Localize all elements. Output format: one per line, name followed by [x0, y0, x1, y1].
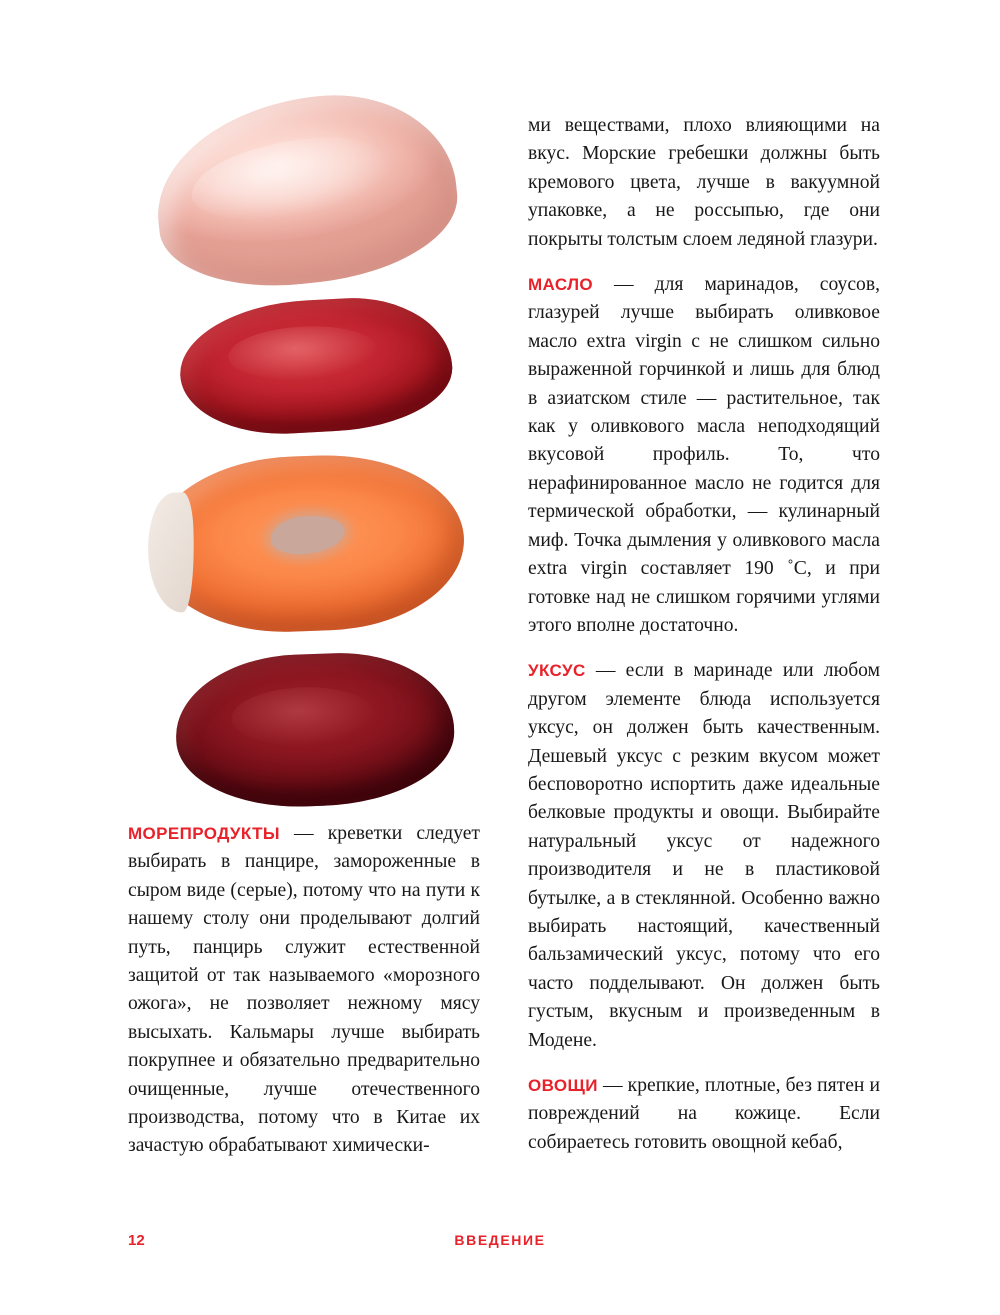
photo-column [128, 88, 468, 808]
salmon-steak-photo [149, 451, 467, 637]
paragraph-seafood [128, 820, 480, 1161]
paragraph-lead-oil: МАСЛО [528, 275, 594, 295]
paragraph-lead-seafood: МОРЕПРОДУКТЫ [128, 824, 280, 843]
page-footer [0, 1232, 1000, 1256]
paragraph-continued [528, 112, 880, 254]
paragraph-vinegar [528, 657, 880, 1055]
right-text-column [528, 112, 880, 1157]
paragraph-body-vegetables: — крепкие, плотные, без пятен и повреждений на кожице. Если собираетесь готовить овощной кебаб, [528, 1075, 880, 1153]
tuna-steak-photo [173, 649, 456, 811]
page-number: 12 [128, 1232, 145, 1249]
paragraph-body-oil: — для маринадов, соусов, глазурей лучше выбирать оливковое масло extra virgin с не слишком сильно выраженной горчинкой и лишь для блюд в азиатском стиле — растительное, так как у оливкового масла неподходящий вкусовой профиль. То, что нерафинированное масло не годится для термической обработки, — кулинарный миф. Точка дымления у оливкового масла extra virgin составляет 190 ˚C, и при готовке над не слишком горячими углями этого вполне достаточно. [528, 274, 880, 636]
paragraph-vegetables [528, 1072, 880, 1157]
photo-stack [128, 88, 468, 808]
paragraph-lead-vegetables: ОВОЩИ [528, 1076, 598, 1095]
paragraph-lead-vinegar: УКСУС [528, 661, 586, 681]
left-text-column [128, 820, 480, 1161]
paragraph-body-vinegar: — если в маринаде или любом другом элементе блюда используется уксус, он должен быть качественным. Дешевый уксус с резким вкусом может бесповоротно испортить даже идеальные белковые продукты и овощи. Выбирайте натуральный уксус от надежного производителя и не в пластиковой бутылке, а в стеклянной. Особенно важно выбирать настоящий, качественный бальзамический уксус, потому что его часто подделывают. Он должен быть густым, вкусным и произведенным в Модене. [528, 660, 880, 1051]
paragraph-oil [528, 271, 880, 640]
running-head: ВВЕДЕНИЕ [454, 1232, 546, 1248]
paragraph-body-continued: ми веществами, плохо влияющими на вкус. Морские гребешки должны быть кремового цвета, лучше в вакуумной упаковке, а не россыпью, где они покрыты толстым слоем ледяной глазури. [528, 115, 880, 250]
chicken-breast-photo [147, 83, 465, 298]
beef-steak-photo [177, 293, 456, 439]
paragraph-body-seafood: — креветки следует выбирать в панцире, замороженные в сыром виде (серые), потому что на пути к нашему столу они проделывают долгий путь, панцирь служит естественной защитой от так называемого «морозного ожога», не позволяет нежному мясу высыхать. Кальмары лучше выбирать покрупнее и обязательно предварительно очищенные, лучше отечественного производства, потому что в Китае их зачастую обрабатывают химически- [128, 823, 480, 1157]
